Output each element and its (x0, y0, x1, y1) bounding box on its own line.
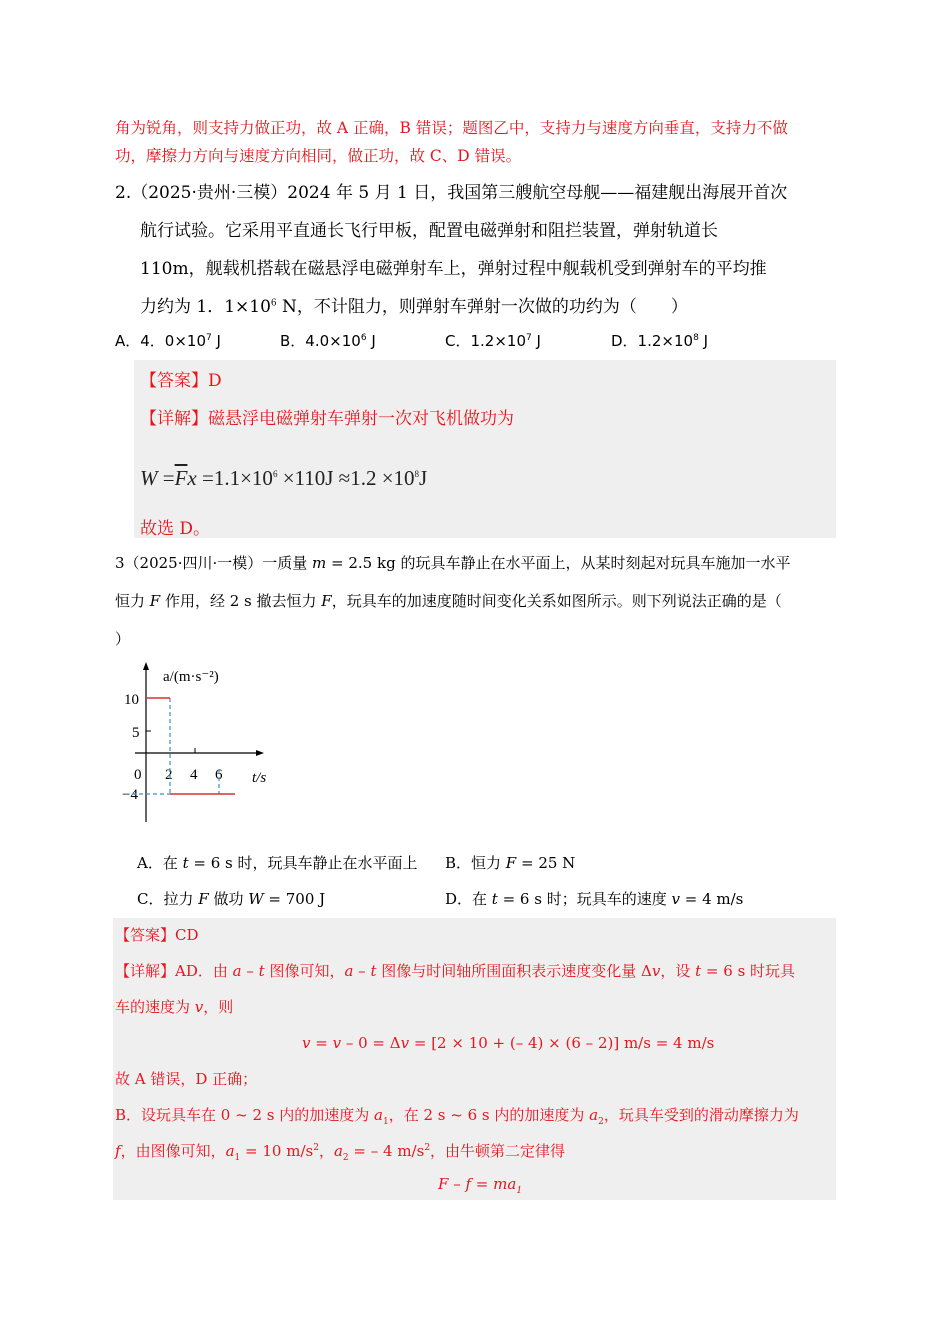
x-tick-2: 2 (165, 767, 173, 783)
x-tick-6: 6 (215, 767, 223, 783)
x-tick-4: 4 (190, 767, 198, 783)
q2-option-b[interactable]: B．$4.0\times 10^6$ J (280, 332, 376, 350)
q2-answer: 【答案】D (140, 371, 222, 391)
q2-work-formula: $W =\overline{F}x =1.1\times 10^6 \times 110J \approx 1.2 \times 10^8J$ (140, 466, 428, 490)
q2-conclusion: 故选 D。 (140, 519, 211, 539)
q3-option-c[interactable]: C．拉力 F 做功 W = 700 J (137, 890, 326, 908)
q3-stem-line-2: 恒力 F 作用，经 2 s 撤去恒力 F，玩具车的加速度随时间变化关系如图所示。则下列说法正确的是（ (115, 592, 782, 610)
y-axis-arrow (143, 662, 149, 670)
x-axis-label: t/s (252, 770, 267, 786)
y-tick-5: 5 (132, 725, 140, 741)
q3-option-d[interactable]: D．在 t = 6 s 时；玩具车的速度 v = 4 m/s (445, 890, 744, 908)
q2-stem-line-2: 航行试验。它采用平直通长飞行甲板，配置电磁弹射和阻拦装置，弹射轨道长 (140, 221, 718, 241)
q2-stem-line-3: 110m，舰载机搭载在磁悬浮电磁弹射车上，弹射过程中舰载机受到弹射车的平均推 (140, 259, 767, 279)
q2-option-a[interactable]: A．4．$0\times 10^7$ J (115, 332, 221, 350)
q3-detail-line-4: B．设玩具车在 0 ~ 2 s 内的加速度为 $a_1$，在 2 s ~ 6 s 内的加速度为 $a_2$，玩具车受到的滑动摩擦力为 (115, 1106, 799, 1127)
y-tick-10: 10 (124, 692, 139, 708)
q3-stem-line-3: ） (115, 630, 131, 648)
q2-detail: 【详解】磁悬浮电磁弹射车弹射一次对飞机做功为 (140, 409, 514, 429)
q2-stem-line-1: 2.（2025·贵州·三模）2024 年 5 月 1 日，我国第三艘航空母舰——福建舰出海展开首次 (115, 183, 788, 203)
y-axis-label: a/(m·s⁻²) (163, 669, 219, 685)
x-tick-0: 0 (134, 767, 142, 783)
acceleration-time-graph (115, 662, 285, 827)
q2-option-c[interactable]: C．$1.2\times 10^7$ J (445, 332, 541, 350)
q3-detail-line-2: 车的速度为 v，则 (115, 998, 234, 1016)
q2-answer-box (134, 360, 836, 538)
q3-option-b[interactable]: B．恒力 F = 25 N (445, 854, 576, 872)
q3-detail-line-3: 故 A 错误，D 正确； (115, 1070, 258, 1088)
q3-velocity-equation: v = v – 0 = Δv = [2 × 10 + (– 4) × (6 – 2)] m/s = 4 m/s (302, 1034, 715, 1052)
q3-detail-line-5: f，由图像可知，$a_1 = 10$ $m/s^2$，$a_2$ = – 4 $m/s^2$，由牛顿第二定律得 (115, 1142, 566, 1163)
q3-option-a[interactable]: A．在 t = 6 s 时，玩具车静止在水平面上 (137, 854, 418, 872)
q3-answer: 【答案】CD (115, 926, 199, 944)
q3-newton-equation: $F - f = ma_1$ (438, 1175, 523, 1196)
y-tick-neg4: −4 (122, 787, 138, 803)
q2-option-d[interactable]: D．$1.2\times 10^8$ J (611, 332, 708, 350)
prev-explanation-line-1: 角为锐角，则支持力做正功，故 A 正确，B 错误；题图乙中，支持力与速度方向垂直，支持力不做 (115, 119, 788, 137)
q3-detail-line-1: 【详解】AD．由 a – t 图像可知，a – t 图像与时间轴所围面积表示速度变化量 Δv，设 t = 6 s 时玩具 (115, 962, 796, 980)
x-axis-arrow (256, 750, 264, 756)
prev-explanation-line-2: 功，摩擦力方向与速度方向相同，做正功，故 C、D 错误。 (115, 147, 522, 165)
q3-stem-line-1: 3（2025·四川·一模）一质量 m = 2.5 kg 的玩具车静止在水平面上，从某时刻起对玩具车施加一水平 (115, 554, 791, 572)
q2-stem-line-4: 力约为 1．$1\times 10^6$ N，不计阻力，则弹射车弹射一次做的功约为（ ） (140, 297, 688, 317)
